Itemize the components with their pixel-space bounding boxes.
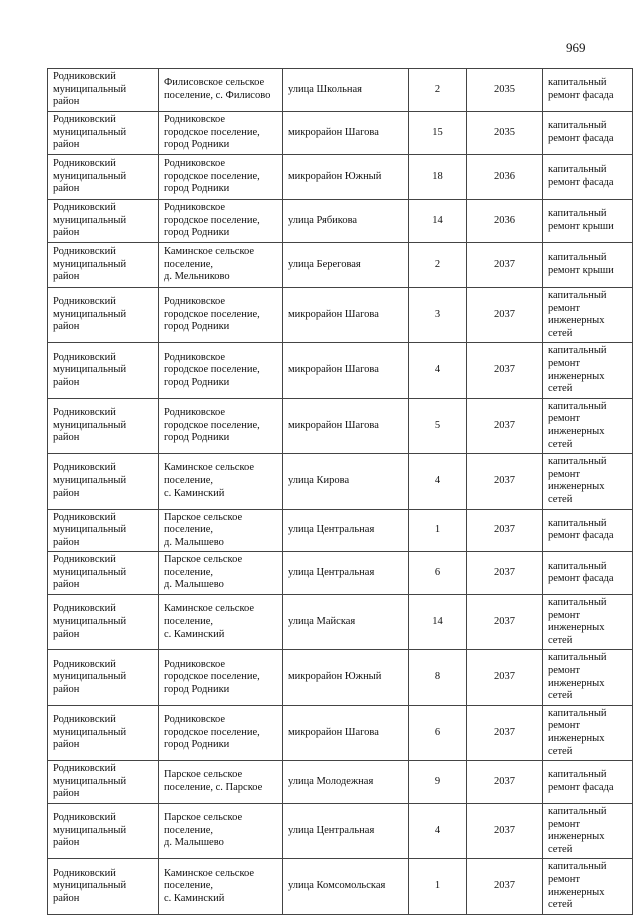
settlement-text: Парское сельское поселение, д. Малышево xyxy=(164,812,243,849)
work-type-text: капитальный ремонт фасада xyxy=(548,517,614,542)
year-cell xyxy=(467,200,543,243)
settlement-cell xyxy=(159,155,283,200)
house-number-text: 1 xyxy=(434,880,441,892)
work-type-cell xyxy=(543,155,633,200)
year-cell xyxy=(467,705,543,760)
house-number-text: 1 xyxy=(434,524,441,536)
house-number-cell xyxy=(409,243,467,288)
house-number-cell xyxy=(409,69,467,112)
house-number-text: 4 xyxy=(434,364,441,376)
table-row xyxy=(48,398,633,453)
settlement-text: Родниковское городское поселение, город Родники xyxy=(164,114,260,151)
work-type-cell xyxy=(543,595,633,650)
house-number-cell xyxy=(409,398,467,453)
work-type-text: капитальный ремонт инженерных сетей xyxy=(548,456,607,505)
house-number-text: 5 xyxy=(434,419,441,431)
street-text: микрорайон Шагова xyxy=(288,364,379,376)
work-type-text: капитальный ремонт инженерных сетей xyxy=(548,290,607,339)
settlement-text: Каминское сельское поселение, с. Каминский xyxy=(164,603,255,640)
year-cell xyxy=(467,650,543,705)
street-text: улица Молодежная xyxy=(288,775,374,787)
street-cell xyxy=(283,509,409,552)
street-text: улица Школьная xyxy=(288,83,362,95)
street-cell xyxy=(283,595,409,650)
street-text: улица Комсомольская xyxy=(288,880,386,892)
house-number-text: 2 xyxy=(434,83,441,95)
settlement-cell xyxy=(159,552,283,595)
street-cell xyxy=(283,398,409,453)
street-text: микрорайон Шагова xyxy=(288,126,379,138)
street-text: микрорайон Южный xyxy=(288,671,382,683)
district-cell xyxy=(48,650,159,705)
work-type-cell xyxy=(543,288,633,343)
work-type-cell xyxy=(543,761,633,804)
district-cell xyxy=(48,69,159,112)
year-cell xyxy=(467,761,543,804)
district-text: Родниковский муниципальный район xyxy=(53,603,127,640)
house-number-text: 6 xyxy=(434,726,441,738)
settlement-cell xyxy=(159,803,283,858)
settlement-text: Каминское сельское поселение, с. Каминский xyxy=(164,867,255,904)
street-text: улица Майская xyxy=(288,615,356,627)
street-cell xyxy=(283,552,409,595)
year-text: 2037 xyxy=(494,824,515,836)
settlement-cell xyxy=(159,859,283,914)
district-text: Родниковский муниципальный район xyxy=(53,407,127,444)
house-number-text: 4 xyxy=(434,824,441,836)
work-type-cell xyxy=(543,112,633,155)
district-text: Родниковский муниципальный район xyxy=(53,462,127,499)
table-row xyxy=(48,803,633,858)
work-type-text: капитальный ремонт крыши xyxy=(548,208,614,232)
street-cell xyxy=(283,69,409,112)
year-cell xyxy=(467,243,543,288)
work-type-text: капитальный ремонт фасада xyxy=(548,769,614,794)
settlement-cell xyxy=(159,288,283,343)
year-text: 2037 xyxy=(494,419,515,431)
year-text: 2037 xyxy=(494,671,515,683)
house-number-text: 9 xyxy=(434,775,441,787)
street-cell xyxy=(283,803,409,858)
district-text: Родниковский муниципальный район xyxy=(53,867,127,904)
district-cell xyxy=(48,859,159,914)
house-number-cell xyxy=(409,155,467,200)
settlement-cell xyxy=(159,705,283,760)
street-text: улица Центральная xyxy=(288,566,375,578)
street-cell xyxy=(283,112,409,155)
settlement-text: Родниковское городское поселение, город Родники xyxy=(164,658,260,695)
year-text: 2037 xyxy=(494,775,515,787)
house-number-cell xyxy=(409,509,467,552)
district-text: Родниковский муниципальный район xyxy=(53,114,127,151)
district-text: Родниковский муниципальный район xyxy=(53,246,127,283)
settlement-cell xyxy=(159,761,283,804)
work-type-text: капитальный ремонт фасада xyxy=(548,164,614,188)
settlement-text: Родниковское городское поселение, город Родники xyxy=(164,407,260,444)
work-type-text: капитальный ремонт инженерных сетей xyxy=(548,345,607,395)
street-text: микрорайон Шагова xyxy=(288,308,379,320)
settlement-text: Каминское сельское поселение, с. Каминский xyxy=(164,462,255,499)
house-number-text: 6 xyxy=(434,566,441,578)
year-cell xyxy=(467,859,543,914)
settlement-text: Парское сельское поселение, д. Малышево xyxy=(164,554,243,591)
district-cell xyxy=(48,288,159,343)
year-cell xyxy=(467,509,543,552)
year-cell xyxy=(467,112,543,155)
table-row xyxy=(48,859,633,914)
district-text: Родниковский муниципальный район xyxy=(53,351,127,388)
settlement-text: Каминское сельское поселение, д. Мельниково xyxy=(164,246,255,283)
settlement-text: Родниковское городское поселение, город Родники xyxy=(164,202,260,239)
house-number-text: 15 xyxy=(432,126,443,138)
district-cell xyxy=(48,705,159,760)
year-text: 2037 xyxy=(494,475,515,487)
district-text: Родниковский муниципальный район xyxy=(53,202,127,239)
year-cell xyxy=(467,552,543,595)
table-body xyxy=(48,69,633,915)
settlement-cell xyxy=(159,595,283,650)
street-cell xyxy=(283,859,409,914)
year-text: 2037 xyxy=(494,566,515,578)
capital-repair-table xyxy=(47,68,633,915)
house-number-text: 14 xyxy=(432,214,443,226)
house-number-cell xyxy=(409,200,467,243)
table-row xyxy=(48,705,633,760)
work-type-cell xyxy=(543,803,633,858)
year-text: 2037 xyxy=(494,880,515,892)
settlement-cell xyxy=(159,343,283,398)
page-number: 969 xyxy=(566,40,586,55)
table-row xyxy=(48,155,633,200)
street-text: микрорайон Шагова xyxy=(288,726,379,738)
street-cell xyxy=(283,705,409,760)
house-number-cell xyxy=(409,552,467,595)
settlement-cell xyxy=(159,112,283,155)
district-text: Родниковский муниципальный район xyxy=(53,658,127,695)
street-text: микрорайон Шагова xyxy=(288,419,379,431)
year-cell xyxy=(467,288,543,343)
table-row xyxy=(48,509,633,552)
work-type-cell xyxy=(543,200,633,243)
table-row xyxy=(48,761,633,804)
house-number-cell xyxy=(409,650,467,705)
district-cell xyxy=(48,155,159,200)
year-cell xyxy=(467,398,543,453)
work-type-text: капитальный ремонт крыши xyxy=(548,252,614,276)
work-type-cell xyxy=(543,454,633,509)
street-text: улица Рябикова xyxy=(288,214,358,226)
work-type-text: капитальный ремонт инженерных сетей xyxy=(548,597,607,646)
house-number-text: 2 xyxy=(434,258,441,270)
district-cell xyxy=(48,200,159,243)
work-type-text: капитальный ремонт фасада xyxy=(548,77,614,101)
work-type-text: капитальный ремонт инженерных сетей xyxy=(548,652,607,702)
settlement-cell xyxy=(159,200,283,243)
year-text: 2036 xyxy=(494,170,515,182)
work-type-text: капитальный ремонт фасада xyxy=(548,120,614,144)
house-number-text: 18 xyxy=(432,170,443,182)
table-row xyxy=(48,343,633,398)
table-row xyxy=(48,650,633,705)
work-type-cell xyxy=(543,552,633,595)
district-cell xyxy=(48,509,159,552)
table-row xyxy=(48,200,633,243)
settlement-cell xyxy=(159,509,283,552)
settlement-text: Родниковское городское поселение, город Родники xyxy=(164,296,260,333)
year-text: 2036 xyxy=(494,214,515,226)
table-row xyxy=(48,288,633,343)
district-text: Родниковский муниципальный район xyxy=(53,158,127,195)
table-row xyxy=(48,552,633,595)
table-row xyxy=(48,69,633,112)
district-cell xyxy=(48,761,159,804)
settlement-text: Родниковское городское поселение, город Родники xyxy=(164,351,260,388)
house-number-text: 3 xyxy=(434,308,441,320)
district-cell xyxy=(48,343,159,398)
district-text: Родниковский муниципальный район xyxy=(53,296,127,333)
work-type-text: капитальный ремонт инженерных сетей xyxy=(548,861,607,911)
settlement-text: Родниковское городское поселение, город Родники xyxy=(164,714,260,751)
district-text: Родниковский муниципальный район xyxy=(53,71,127,108)
house-number-cell xyxy=(409,595,467,650)
year-text: 2035 xyxy=(494,126,515,138)
work-type-cell xyxy=(543,69,633,112)
settlement-cell xyxy=(159,650,283,705)
year-cell xyxy=(467,454,543,509)
street-text: улица Центральная xyxy=(288,824,375,836)
settlement-cell xyxy=(159,454,283,509)
house-number-cell xyxy=(409,803,467,858)
street-cell xyxy=(283,454,409,509)
district-cell xyxy=(48,552,159,595)
district-cell xyxy=(48,112,159,155)
house-number-cell xyxy=(409,705,467,760)
settlement-text: Родниковское городское поселение, город Родники xyxy=(164,158,260,195)
district-text: Родниковский муниципальный район xyxy=(53,812,127,849)
street-cell xyxy=(283,761,409,804)
district-cell xyxy=(48,454,159,509)
settlement-text: Парское сельское поселение, д. Малышево xyxy=(164,511,243,548)
work-type-cell xyxy=(543,509,633,552)
house-number-cell xyxy=(409,343,467,398)
work-type-cell xyxy=(543,398,633,453)
year-cell xyxy=(467,343,543,398)
street-cell xyxy=(283,243,409,288)
settlement-text: Парское сельское поселение, с. Парское xyxy=(164,769,263,794)
work-type-cell xyxy=(543,650,633,705)
work-type-cell xyxy=(543,243,633,288)
year-cell xyxy=(467,69,543,112)
year-text: 2037 xyxy=(494,308,515,320)
settlement-cell xyxy=(159,243,283,288)
settlement-cell xyxy=(159,69,283,112)
settlement-text: Филисовское сельское поселение, с. Филисово xyxy=(164,77,271,101)
district-text: Родниковский муниципальный район xyxy=(53,714,127,751)
year-text: 2035 xyxy=(494,83,515,95)
house-number-cell xyxy=(409,454,467,509)
street-text: улица Кирова xyxy=(288,475,350,487)
street-text: улица Береговая xyxy=(288,258,361,270)
street-text: микрорайон Южный xyxy=(288,170,382,182)
year-cell xyxy=(467,155,543,200)
settlement-cell xyxy=(159,398,283,453)
house-number-cell xyxy=(409,859,467,914)
district-cell xyxy=(48,595,159,650)
year-text: 2037 xyxy=(494,524,515,536)
house-number-cell xyxy=(409,112,467,155)
street-text: улица Центральная xyxy=(288,524,375,536)
table-row xyxy=(48,112,633,155)
street-cell xyxy=(283,650,409,705)
work-type-cell xyxy=(543,705,633,760)
work-type-text: капитальный ремонт инженерных сетей xyxy=(548,707,607,757)
street-cell xyxy=(283,343,409,398)
district-cell xyxy=(48,398,159,453)
work-type-cell xyxy=(543,859,633,914)
work-type-text: капитальный ремонт инженерных сетей xyxy=(548,400,607,450)
district-text: Родниковский муниципальный район xyxy=(53,511,127,548)
street-cell xyxy=(283,288,409,343)
district-text: Родниковский муниципальный район xyxy=(53,554,127,591)
year-text: 2037 xyxy=(494,258,515,270)
year-text: 2037 xyxy=(494,364,515,376)
house-number-text: 14 xyxy=(432,615,443,627)
year-cell xyxy=(467,595,543,650)
district-cell xyxy=(48,803,159,858)
street-cell xyxy=(283,200,409,243)
house-number-cell xyxy=(409,288,467,343)
table-row xyxy=(48,243,633,288)
work-type-text: капитальный ремонт фасада xyxy=(548,560,614,585)
year-text: 2037 xyxy=(494,726,515,738)
work-type-text: капитальный ремонт инженерных сетей xyxy=(548,805,607,855)
table-row xyxy=(48,595,633,650)
district-cell xyxy=(48,243,159,288)
work-type-cell xyxy=(543,343,633,398)
street-cell xyxy=(283,155,409,200)
house-number-text: 4 xyxy=(434,475,441,487)
year-text: 2037 xyxy=(494,615,515,627)
house-number-text: 8 xyxy=(434,671,441,683)
district-text: Родниковский муниципальный район xyxy=(53,763,127,800)
table-row xyxy=(48,454,633,509)
year-cell xyxy=(467,803,543,858)
house-number-cell xyxy=(409,761,467,804)
